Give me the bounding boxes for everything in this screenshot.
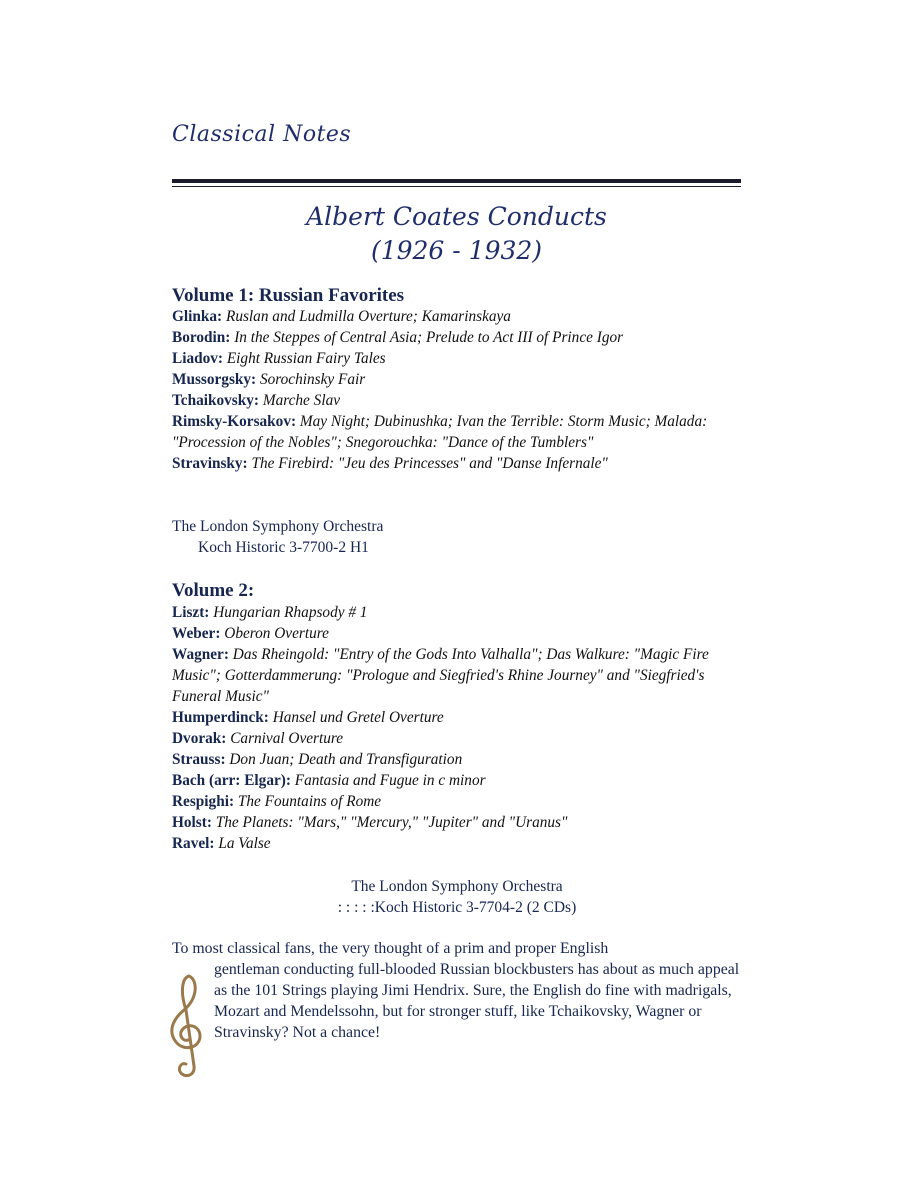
- list-item: [172, 602, 742, 623]
- orchestra-name: The London Symphony Orchestra: [351, 878, 563, 895]
- catalog-number: Koch Historic 3-7700-2 H1: [198, 539, 369, 556]
- works-title: The Fountains of Rome: [237, 793, 382, 810]
- volume1-heading: Volume 1: Russian Favorites: [172, 285, 405, 306]
- orchestra-name: The London Symphony Orchestra: [172, 518, 384, 535]
- article-title-line2: (1926 - 1932): [370, 236, 543, 265]
- composer-name: Rimsky-Korsakov:: [172, 413, 297, 430]
- volume1-list: [172, 306, 742, 474]
- works-title: Eight Russian Fairy Tales: [226, 350, 386, 367]
- works-title: La Valse: [218, 835, 271, 852]
- works-title: Hansel und Gretel Overture: [272, 709, 444, 726]
- list-item: [172, 306, 742, 327]
- composer-name: Stravinsky:: [172, 455, 248, 472]
- works-title: Marche Slav: [262, 392, 341, 409]
- composer-name: Bach (arr: Elgar):: [172, 772, 291, 789]
- composer-name: Wagner:: [172, 646, 229, 663]
- composer-name: Weber:: [172, 625, 221, 642]
- list-item: [172, 644, 742, 707]
- composer-name: Borodin:: [172, 329, 231, 346]
- works-title: In the Steppes of Central Asia; Prelude to Act III of Prince Igor: [234, 329, 624, 346]
- article-intro: [172, 938, 742, 1043]
- works-title: Ruslan and Ludmilla Overture; Kamarinskaya: [225, 308, 511, 325]
- list-item: [172, 770, 742, 791]
- composer-name: Liszt:: [172, 604, 210, 621]
- composer-name: Glinka:: [172, 308, 223, 325]
- article-title-line1: Albert Coates Conducts: [306, 202, 607, 231]
- volume2-list: [172, 602, 742, 854]
- section-title: Classical Notes: [172, 122, 352, 147]
- works-title: The Planets: "Mars," "Mercury," "Jupiter" and "Uranus": [215, 814, 568, 831]
- intro-first-line: To most classical fans, the very thought of a prim and proper English: [172, 940, 609, 957]
- composer-name: Humperdinck:: [172, 709, 269, 726]
- composer-name: Liadov:: [172, 350, 223, 367]
- volume2-heading: Volume 2:: [172, 580, 255, 601]
- list-item: [172, 411, 742, 453]
- article-title: [172, 200, 741, 268]
- works-title: The Firebird: "Jeu des Princesses" and "Danse Infernale": [251, 455, 608, 472]
- composer-name: Tchaikovsky:: [172, 392, 260, 409]
- header-rule-thick: [172, 179, 741, 183]
- catalog-number: : : : : :Koch Historic 3-7704-2 (2 CDs): [337, 899, 577, 916]
- list-item: [172, 453, 742, 474]
- works-title: Fantasia and Fugue in c minor: [294, 772, 486, 789]
- list-item: [172, 327, 742, 348]
- composer-name: Mussorgsky:: [172, 371, 257, 388]
- list-item: [172, 728, 742, 749]
- volume2-credit: [172, 876, 742, 918]
- volume1-credit: [172, 516, 383, 558]
- list-item: [172, 369, 742, 390]
- list-item: [172, 812, 742, 833]
- works-title: Carnival Overture: [230, 730, 344, 747]
- composer-name: Dvorak:: [172, 730, 227, 747]
- works-title: Oberon Overture: [224, 625, 329, 642]
- works-title: Sorochinsky Fair: [259, 371, 366, 388]
- works-title: Hungarian Rhapsody # 1: [213, 604, 368, 621]
- composer-name: Ravel:: [172, 835, 215, 852]
- list-item: [172, 791, 742, 812]
- list-item: [172, 707, 742, 728]
- list-item: [172, 749, 742, 770]
- works-title: Don Juan; Death and Transfiguration: [229, 751, 463, 768]
- composer-name: Holst:: [172, 814, 212, 831]
- header-rule-thin: [172, 186, 741, 187]
- intro-paragraph: gentleman conducting full-blooded Russian blockbusters has about as much appeal as the 101 Strings playing Jimi Hendrix. Sure, the English do fine with madrigals, Mozart and Mendelssohn, but for stronger stuff, like Tchaikovsky, Wagner or Stravinsky? Not a chance!: [214, 961, 740, 1041]
- works-title: Das Rheingold: "Entry of the Gods Into Valhalla"; Das Walkure: "Magic Fire Music"; Gotterdammerung: "Prologue and Siegfried's Rhine Journey" and "Siegfried's Funeral Music": [172, 646, 709, 705]
- list-item: [172, 623, 742, 644]
- list-item: [172, 390, 742, 411]
- works-title: May Night; Dubinushka; Ivan the Terrible: Storm Music; Malada: "Procession of the Nobles"; Snegorouchka: "Dance of the Tumblers": [172, 413, 708, 451]
- composer-name: Respighi:: [172, 793, 235, 810]
- list-item: [172, 348, 742, 369]
- composer-name: Strauss:: [172, 751, 226, 768]
- treble-clef-icon: [162, 970, 212, 1080]
- list-item: [172, 833, 742, 854]
